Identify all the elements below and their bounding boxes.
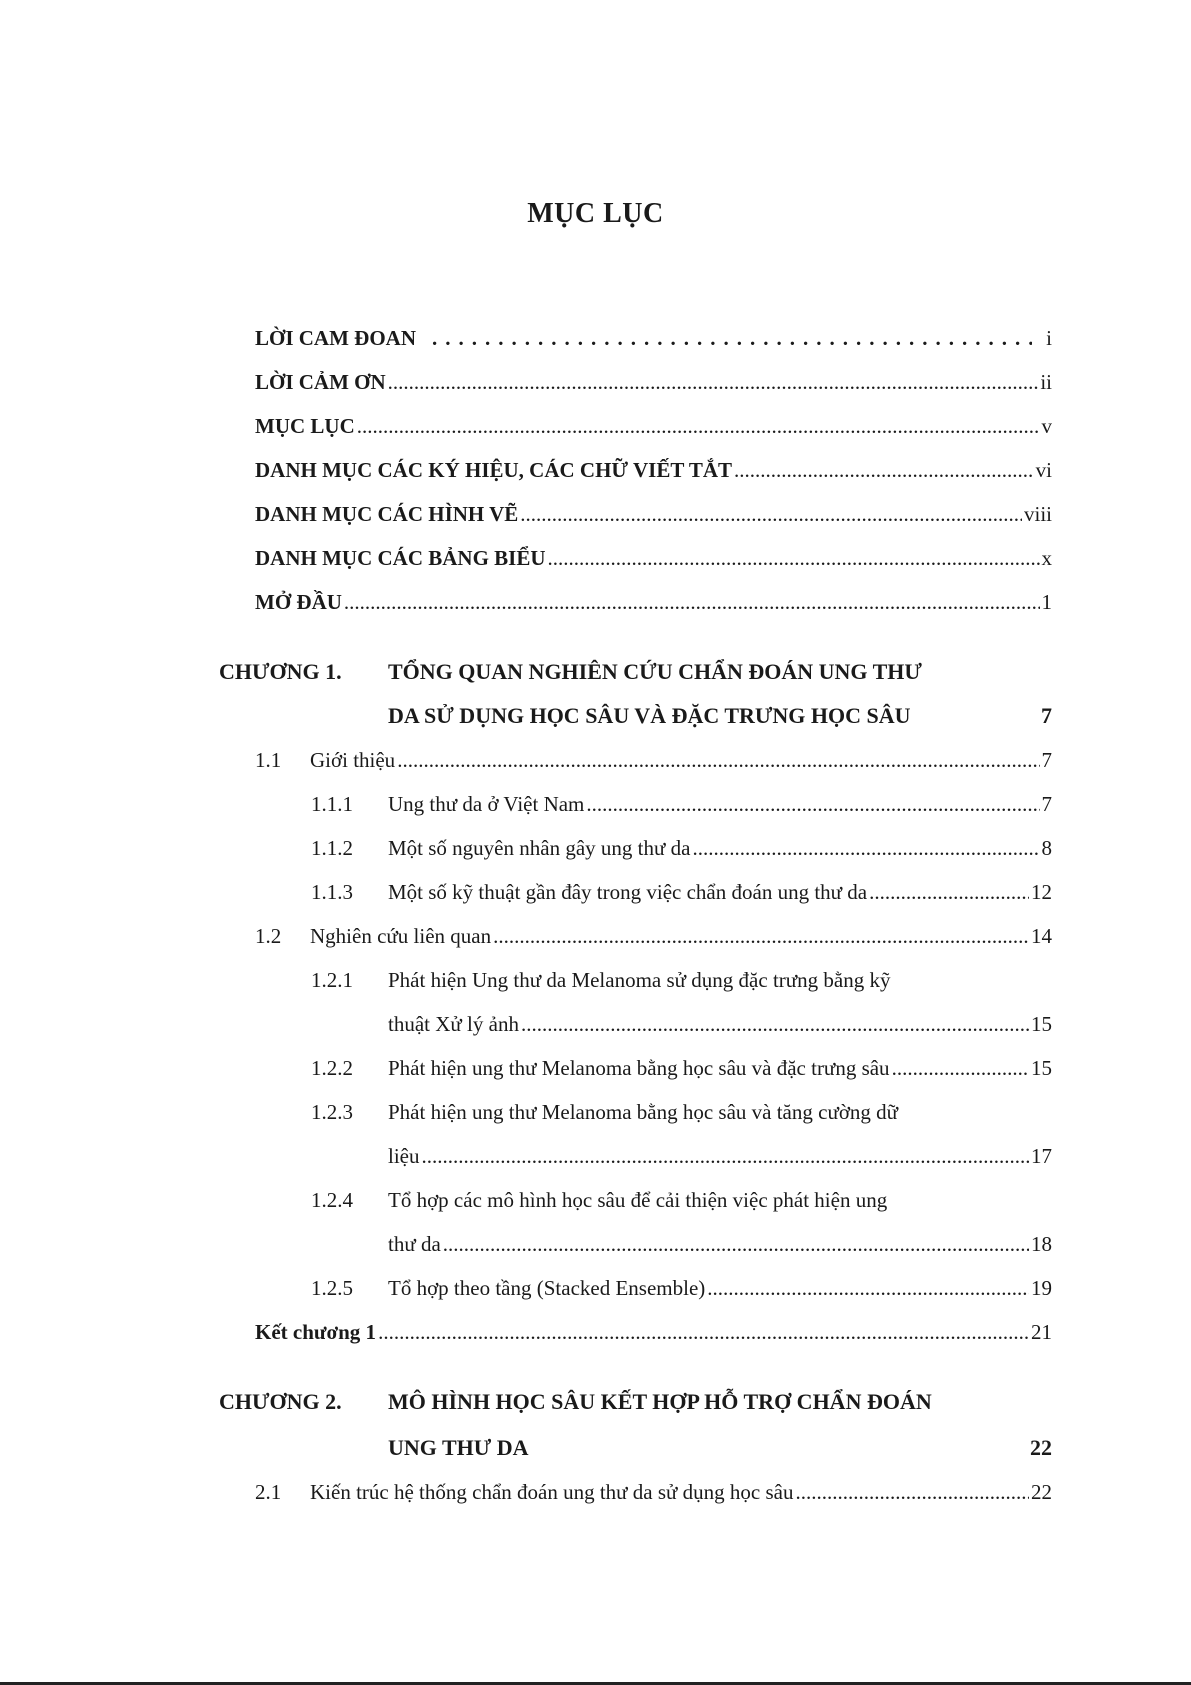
toc-entry-page: 21 [1031,1320,1052,1344]
section-title: Một số nguyên nhân gây ung thư da [388,836,691,860]
toc-entry-label [255,1475,794,1509]
section-title: Kiến trúc hệ thống chẩn đoán ung thư da sử dụng học sâu [310,1480,794,1504]
section-title: Phát hiện ung thư Melanoma bằng học sâu và tăng cường dữ [388,1100,899,1124]
section-number: 1.2.1 [311,968,353,992]
toc-entry-page: 17 [1031,1144,1052,1168]
toc-entry-1-1-1[interactable] [311,787,1052,821]
dot-leader [378,1315,1029,1349]
section-title: Giới thiệu [310,748,396,772]
section-title: Tổ hợp các mô hình học sâu để cải thiện việc phát hiện ung [388,1188,888,1212]
dot-leader [734,453,1034,487]
section-title-cont: liệu [388,1144,420,1168]
section-number: 1.1.2 [311,836,353,860]
dot-leader [388,365,1039,399]
section-number: 1.1.3 [311,880,353,904]
chapter-1-title-line2[interactable]: DA SỬ DỤNG HỌC SÂU VÀ ĐẶC TRƯNG HỌC SÂU [388,703,911,728]
toc-entry-hinh-ve[interactable] [255,497,1052,531]
toc-entry-1-2-4-cont[interactable] [388,1227,1052,1261]
toc-entry-1-1-3[interactable] [311,875,1052,909]
toc-entry-label: LỜI CẢM ƠN [255,370,386,394]
toc-entry-muc-luc[interactable] [255,409,1052,443]
toc-entry-page: i [1046,326,1052,350]
dot-leader [344,585,1040,619]
toc-entry-page: 18 [1031,1232,1052,1256]
toc-entry-1-2-2[interactable] [311,1051,1052,1085]
toc-entry-1-2-3[interactable] [311,1095,898,1129]
section-title: Ung thư da ở Việt Nam [388,792,585,816]
toc-entry-page: 1 [1041,590,1052,614]
chapter-2-title-line2[interactable]: UNG THƯ DA [388,1435,529,1460]
toc-entry-page: 19 [1031,1276,1052,1300]
toc-entry-cam-on[interactable] [255,365,1052,399]
toc-entry-ket-chuong-1[interactable] [255,1315,1052,1349]
toc-entry-1-1-2[interactable] [311,831,1052,865]
toc-entry-1-2-1[interactable] [311,963,890,997]
toc-entry-page: 15 [1031,1012,1052,1036]
dot-leader [521,1007,1029,1041]
toc-entry-label: DANH MỤC CÁC KÝ HIỆU, CÁC CHỮ VIẾT TẮT [255,458,733,482]
section-title: Một số kỹ thuật gần đây trong việc chẩn đoán ung thư da [388,880,868,904]
dot-leader [357,409,1040,443]
toc-entry-page: viii [1023,502,1052,526]
dot-leader [796,1475,1030,1509]
section-number: 1.2 [255,924,282,948]
toc-entry-1-1[interactable] [255,743,1052,777]
toc-entry-label: Kết chương 1 [255,1320,377,1344]
dot-leader [432,321,1032,355]
section-title: Phát hiện Ung thư da Melanoma sử dụng đặc trưng bằng kỹ [388,968,891,992]
toc-entry-page: x [1041,546,1052,570]
section-number: 1.1 [255,748,282,772]
section-number: 1.1.1 [311,792,353,816]
chapter-2-number: CHƯƠNG 2. [219,1389,342,1414]
dot-leader [892,1051,1029,1085]
toc-entry-label [311,1051,890,1085]
toc-entry-page: 7 [1041,748,1052,772]
toc-entry-page: ii [1040,370,1052,394]
dot-leader [397,743,1039,777]
dot-leader [443,1227,1029,1261]
toc-entry-1-2-3-cont[interactable] [388,1139,1052,1173]
toc-entry-label [311,1271,705,1305]
dot-leader [422,1139,1030,1173]
dot-leader [869,875,1029,909]
section-title-cont: thư da [388,1232,441,1256]
toc-entry-1-2[interactable] [255,919,1052,953]
section-title-cont: thuật Xử lý ảnh [388,1012,519,1036]
dot-leader [707,1271,1029,1305]
section-title: Phát hiện ung thư Melanoma bằng học sâu và đặc trưng sâu [388,1056,890,1080]
toc-entry-page: 12 [1031,880,1052,904]
toc-entry-label: DANH MỤC CÁC BẢNG BIỂU [255,546,546,570]
toc-entry-label [255,743,395,777]
toc-entry-label: DANH MỤC CÁC HÌNH VẼ [255,502,519,526]
chapter-2-page: 22 [1030,1435,1052,1460]
section-number: 2.1 [255,1480,282,1504]
chapter-1-number: CHƯƠNG 1. [219,659,342,684]
toc-entry-label [311,787,584,821]
toc-entry-page: v [1041,414,1052,438]
toc-entry-mo-dau[interactable] [255,585,1052,619]
toc-entry-2-1[interactable] [255,1475,1052,1509]
toc-entry-label [255,919,491,953]
toc-entry-page: 22 [1031,1480,1052,1504]
toc-entry-ky-hieu[interactable] [255,453,1052,487]
dot-leader [586,787,1039,821]
chapter-1-page: 7 [1041,703,1052,728]
toc-entry-label: LỜI CAM ĐOAN [255,326,416,350]
chapter-2-title[interactable]: MÔ HÌNH HỌC SÂU KẾT HỢP HỖ TRỢ CHẨN ĐOÁN [388,1389,932,1414]
dot-leader [493,919,1029,953]
toc-entry-1-2-1-cont[interactable] [388,1007,1052,1041]
toc-entry-label: MỞ ĐẦU [255,590,342,614]
toc-entry-label [311,875,867,909]
toc-entry-label: MỤC LỤC [255,414,355,438]
toc-entry-page: 7 [1041,792,1052,816]
toc-entry-1-2-5[interactable] [311,1271,1052,1305]
toc-entry-page: 15 [1031,1056,1052,1080]
section-number: 1.2.3 [311,1100,353,1124]
dot-leader [520,497,1022,531]
toc-entry-bang-bieu[interactable] [255,541,1052,575]
toc-entry-1-2-4[interactable] [311,1183,887,1217]
toc-entry-label [311,831,690,865]
dot-leader [692,831,1039,865]
dot-leader [548,541,1040,575]
toc-entry-page: vi [1035,458,1052,482]
section-number: 1.2.5 [311,1276,353,1300]
chapter-1-title[interactable]: TỔNG QUAN NGHIÊN CỨU CHẨN ĐOÁN UNG THƯ [388,659,922,684]
section-title: Nghiên cứu liên quan [310,924,492,948]
toc-entry-cam-doan[interactable] [255,321,1052,355]
section-number: 1.2.4 [311,1188,353,1212]
section-number: 1.2.2 [311,1056,353,1080]
section-title: Tổ hợp theo tầng (Stacked Ensemble) [388,1276,706,1300]
page-title: MỤC LỤC [527,198,664,229]
toc-entry-page: 8 [1041,836,1052,860]
toc-entry-page: 14 [1031,924,1052,948]
